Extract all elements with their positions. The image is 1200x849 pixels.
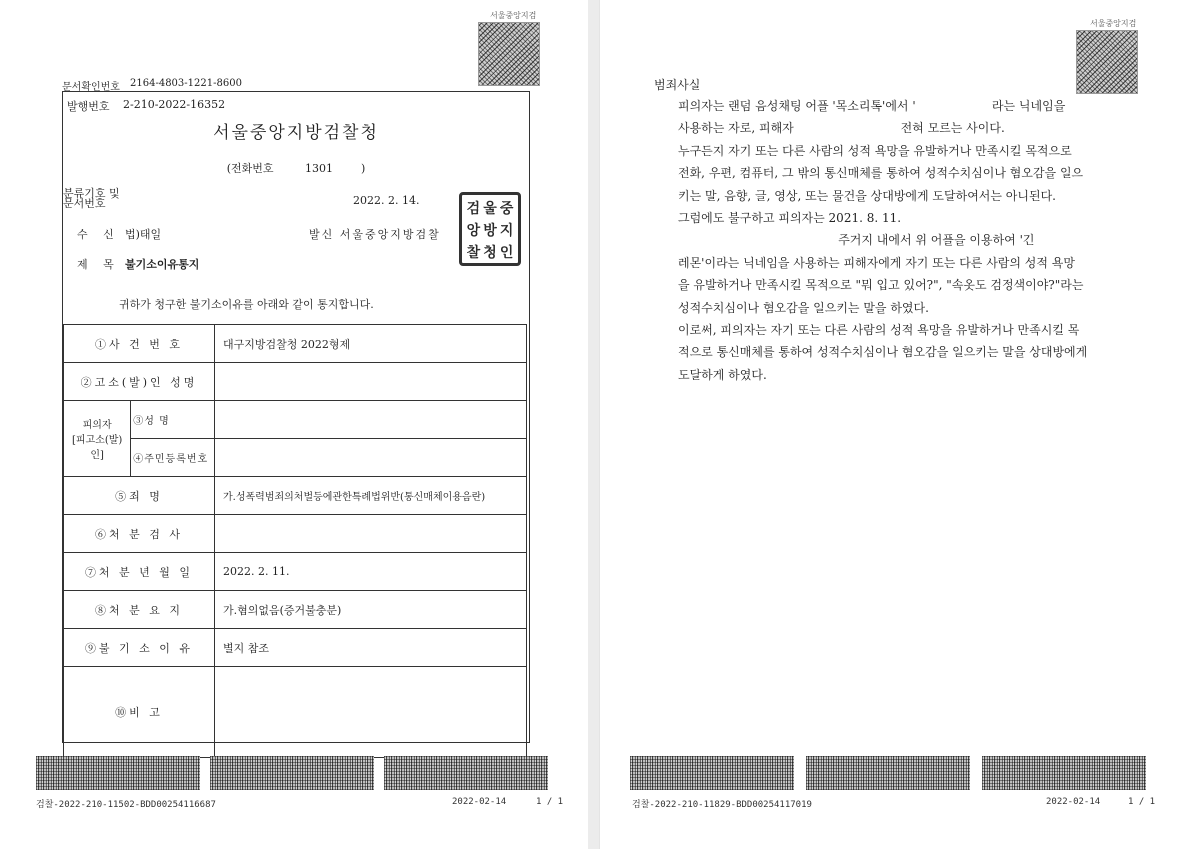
issue-label: 발행번호 [67, 100, 110, 113]
rrn-value [215, 439, 527, 477]
footer-date: 2022-02-14 [452, 797, 507, 807]
table-row [64, 515, 527, 553]
phone-line [63, 160, 529, 176]
barcode-icon [806, 756, 970, 790]
text-line: 이로써, 피의자는 자기 또는 다른 사람의 성적 욕망을 유발하거나 만족시킬 목 [678, 323, 1080, 338]
complainant-value [215, 363, 527, 401]
qr-code-icon [478, 22, 540, 86]
prosecutor-value [215, 515, 527, 553]
notice-page [0, 0, 588, 849]
recipient-label: 수 신 [77, 228, 120, 241]
text-line: 을 유발하거나 만족시킬 목적으로 "뭐 입고 있어?", "속옷도 검정색이야?"라는 [678, 278, 1084, 293]
reason-value: 별지 참조 [215, 629, 527, 667]
disposition-date-value: 2022. 2. 11. [215, 553, 527, 591]
text-line: 주거지 내에서 위 어플을 이용하여 '긴 [678, 233, 1035, 248]
table-row [64, 553, 527, 591]
document-date: 2022. 2. 14. [353, 194, 420, 207]
footer-document-id: 검찰-2022-210-11829-BDD00254117019 [632, 800, 812, 810]
agency-title: 서울중앙지방검찰청 [213, 123, 379, 143]
text-line: 도달하게 하였다. [678, 367, 767, 382]
complainant-label: ②고소(발)인 성명 [64, 363, 215, 401]
charge-value: 가.성폭력범죄의처벌등에관한특례법위반(통신매체이용음란) [215, 477, 527, 515]
barcode-icon [36, 756, 200, 790]
case-number-value: 대구지방검찰청 2022형제 [215, 325, 527, 363]
table-row [64, 477, 527, 515]
disposition-date-label: ⑦처 분 년 월 일 [64, 553, 215, 591]
footer-date: 2022-02-14 [1046, 797, 1101, 807]
prosecutor-label: ⑥처 분 검 사 [64, 515, 215, 553]
text-line: 전화, 우편, 컴퓨터, 그 밖의 통신매체를 통하여 성적수치심이나 혐오감을 일으 [678, 166, 1084, 181]
text-line: 그럼에도 불구하고 피의자는 2021. 8. 11. [678, 211, 902, 226]
reason-label: ⑨불 기 소 이 유 [64, 629, 215, 667]
phone-number: 1301 [305, 162, 333, 175]
text-line: 누구든지 자기 또는 다른 사람의 성적 욕망을 유발하거나 만족시킬 목적으로 [678, 143, 1072, 158]
class-label-2: 문서번호 [63, 197, 106, 210]
footer-page-number: 1 / 1 [1128, 797, 1156, 807]
phone-close: ) [360, 162, 366, 175]
class-label-1: 분류기호 및 [63, 187, 120, 200]
intro-text: 귀하가 청구한 불기소이유를 아래와 같이 통지합니다. [119, 298, 374, 311]
phone-label: (전화번호 [226, 162, 274, 175]
notice-form [62, 91, 530, 743]
barcode-icon [982, 756, 1146, 790]
barcode-icon [630, 756, 794, 790]
disposition-gist-label: ⑧처 분 요 지 [64, 591, 215, 629]
suspect-group-label: 피의자 [피고소(발)인] [64, 401, 131, 477]
qr-caption: 서울중앙지검 [1090, 19, 1137, 28]
table-row [64, 629, 527, 667]
qr-code-icon [1076, 30, 1138, 94]
issue-number: 2-210-2022-16352 [123, 98, 226, 111]
barcode-icon [384, 756, 548, 790]
table-row [64, 591, 527, 629]
text-line: 키는 말, 음향, 글, 영상, 또는 물건을 상대방에게 도달하여서는 아니된다. [678, 188, 1056, 203]
crime-facts-text [678, 95, 1148, 386]
table-row [64, 401, 527, 439]
text-line: 사용하는 자로, 피해자 전혀 모르는 사이다. [678, 121, 1005, 136]
subject-label: 제 목 [77, 258, 120, 271]
text-line: 레몬'이라는 닉네임을 사용하는 피해자에게 자기 또는 다른 사람의 성적 욕망 [678, 255, 1075, 270]
charge-label: ⑤죄 명 [64, 477, 215, 515]
table-row [64, 667, 527, 758]
name-value [215, 401, 527, 439]
page-divider [588, 0, 600, 849]
notice-table [63, 324, 527, 758]
doc-confirm-label: 문서확인번호 [62, 82, 120, 93]
recipient-value: 법)태일 [125, 228, 162, 241]
qr-caption: 서울중앙지검 [490, 11, 537, 20]
name-label: ③성 명 [131, 401, 215, 439]
disposition-gist-value: 가.혐의없음(증거불충분) [215, 591, 527, 629]
table-row [64, 439, 527, 477]
rrn-label: ④주민등록번호 [131, 439, 215, 477]
doc-confirm-number: 2164-4803-1221-8600 [130, 78, 242, 89]
text-line: 성적수치심이나 혐오감을 일으키는 말을 하였다. [678, 300, 929, 315]
remarks-label: ⑩비 고 [64, 667, 215, 758]
remarks-value [215, 667, 527, 758]
subject-value: 불기소이유통지 [125, 258, 200, 271]
table-row [64, 325, 527, 363]
table-row [64, 363, 527, 401]
text-line: 피의자는 랜덤 음성채팅 어플 '목소리톡'에서 ' 라는 닉네임을 [678, 99, 1066, 113]
sender: 발신 서울중앙지방검찰 [309, 228, 441, 241]
case-number-label: ①사 건 번 호 [64, 325, 215, 363]
section-heading: 범죄사실 [654, 78, 701, 92]
text-line: 적으로 통신매체를 통하여 성적수치심이나 혐오감을 일으키는 말을 상대방에게 [678, 345, 1088, 360]
barcode-icon [210, 756, 374, 790]
footer-page-number: 1 / 1 [536, 797, 564, 807]
footer-document-id: 검찰-2022-210-11502-BDD00254116687 [36, 800, 216, 810]
official-seal-icon: 검 울 중 앙 방 지 찰 청 인 [459, 192, 521, 266]
